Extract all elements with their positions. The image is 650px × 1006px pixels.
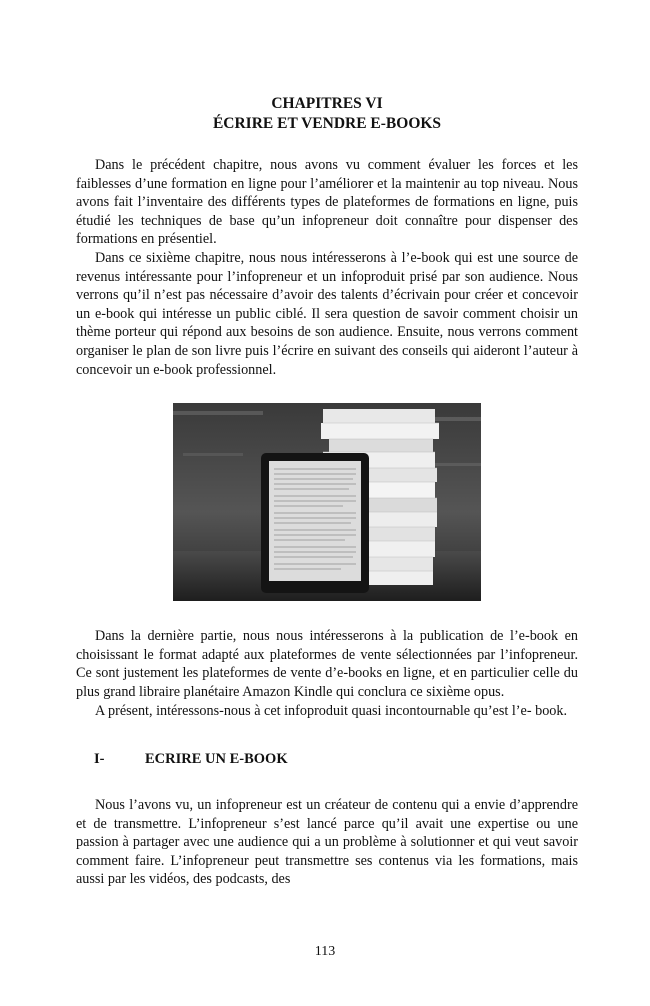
chapter-title-line-2: ÉCRIRE ET VENDRE E-BOOKS — [212, 115, 442, 132]
paragraph: Nous l’avons vu, un infopreneur est un créateur de contenu qui a envie d’apprendre et de transmettre. L’infopreneur s’est lancé parce qu’il avait une expertise ou une passion à partager avec une audience qui a un problème à solutionner et qui veut savoir comment faire. L’infopreneur peut transmettre ses contenus via les formations, mais aussi par les vidéos, des podcasts, des — [76, 797, 578, 888]
paragraph: Dans ce sixième chapitre, nous nous intéresserons à l’e-book qui est une source de revenus intéressante pour l’infopreneur et un infoproduit prisé par son audience. Nous verrons qu’il n’est pas nécessaire d’avoir des talents d’écrivain pour créer et concevoir un e-book qui intéresse un public ciblé. Il sera question de savoir comment choisir un thème porteur qui répond aux besoins de son audience. Ensuite, nous verrons comment organiser le plan de son livre puis l’écrire en suivant des conseils qui aideront l’auteur à concevoir un e-book professionnel. — [76, 249, 578, 378]
ebook-reader-photo — [173, 403, 481, 601]
section-number: I- — [94, 751, 105, 768]
paragraph: Dans la dernière partie, nous nous intéresserons à la publication de l’e-book en choisissant le format adapté aux plateformes de vente sélectionnées par l’infopreneur. Ce sont justement les plateformes de vente d’e-books en ligne, et en particulier celle du plus grand libraire planétaire Amazon Kindle qui conclura ce sixième opus. — [76, 628, 578, 700]
ereader-device — [261, 453, 369, 593]
chapter-title-line-1: CHAPITRES VI — [271, 95, 383, 112]
section-heading — [76, 750, 578, 768]
paragraph: Dans le précédent chapitre, nous avons vu comment évaluer les forces et les faiblesses d’une formation en ligne pour l’améliorer et la maintenir au top niveau. Nous avons fait l’inventaire des différents types de plateformes de formations en ligne, puis étudié les techniques de base qu’un infopreneur doit connaître pour dispenser des formations en présentiel. — [76, 157, 578, 248]
section-title: ECRIRE UN E-BOOK — [145, 751, 288, 768]
page-number: 113 — [314, 944, 336, 959]
paragraph: A présent, intéressons-nous à cet infoproduit quasi incontournable qu’est l’e- book. — [95, 702, 568, 719]
page-content — [76, 94, 578, 889]
